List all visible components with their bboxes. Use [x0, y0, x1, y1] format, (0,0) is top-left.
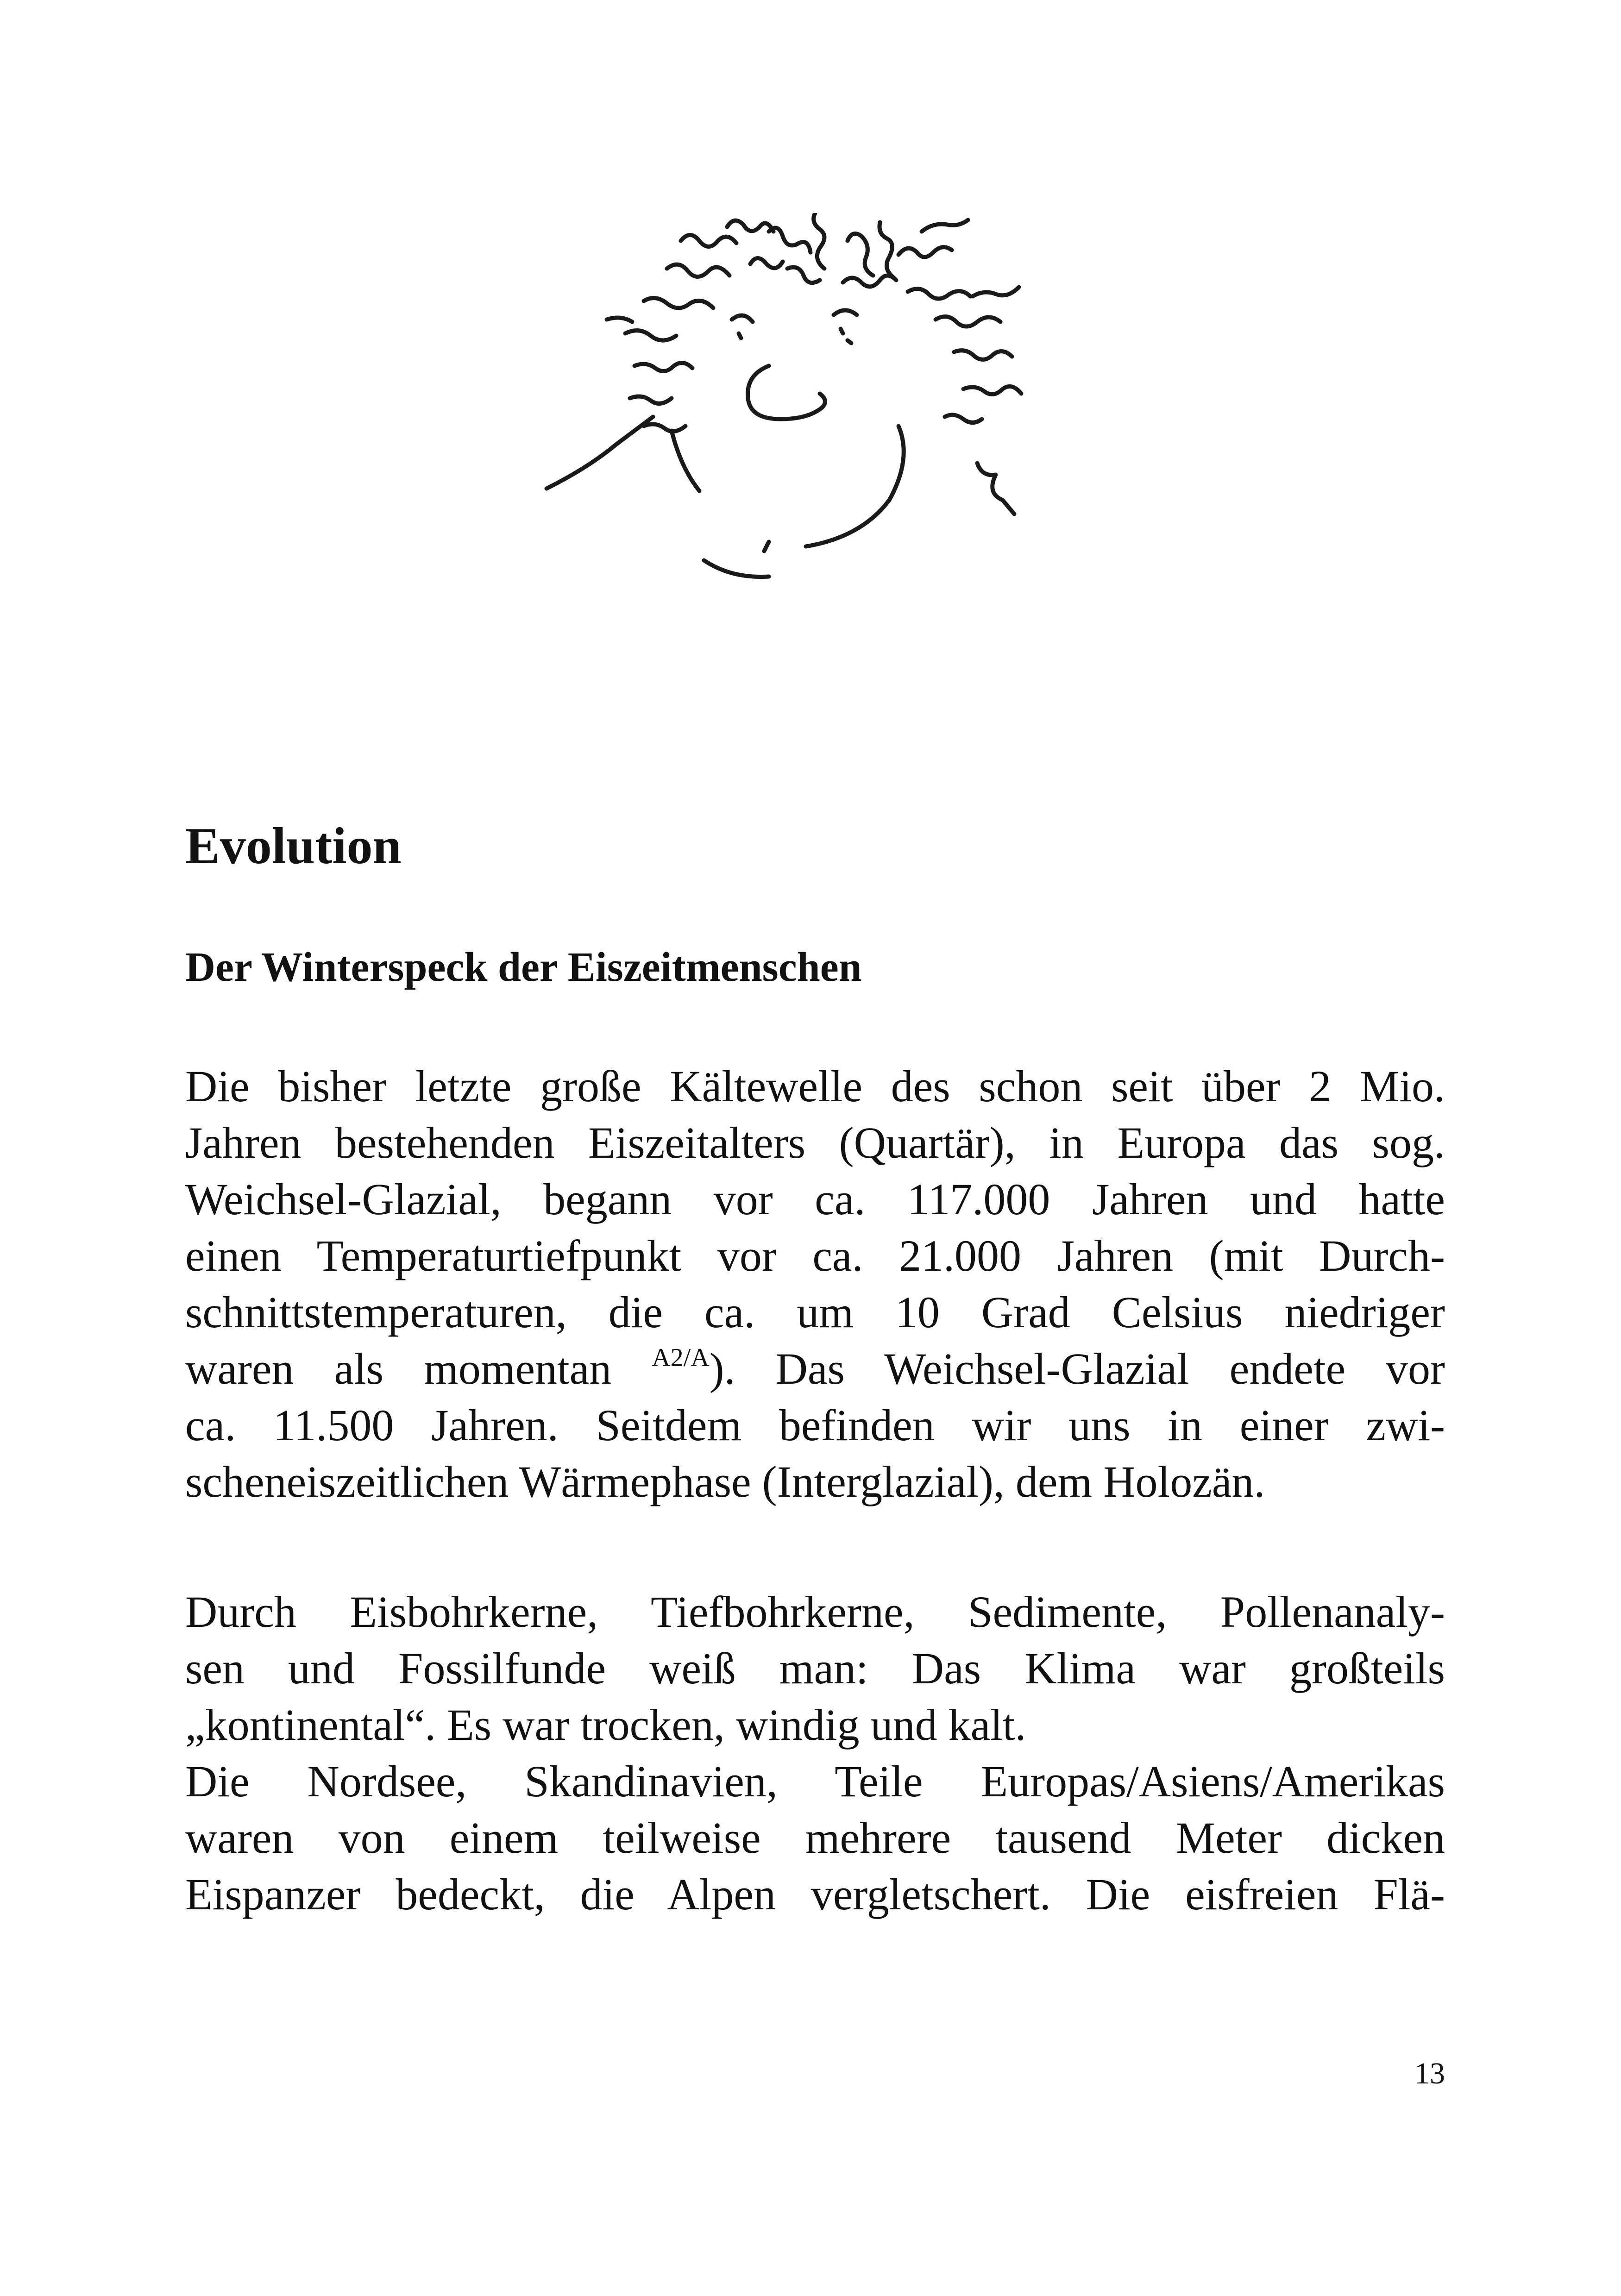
paragraph-line: Die bisher letzte große Kältewelle des schon seit über 2 Mio. [185, 1061, 1445, 1111]
paragraph-line-with-reference [185, 1341, 1445, 1397]
paragraph-line: Die Nordsee, Skandinavien, Teile Europas/Asiens/Amerikas [185, 1757, 1445, 1806]
paragraph-text: ). Das Weichsel-Glazial endete vor [709, 1344, 1445, 1393]
paragraph-line: Weichsel-Glazial, begann vor ca. 117.000 Jahren und hatte [185, 1174, 1445, 1224]
paragraph-line: Durch Eisbohrkerne, Tiefbohrkerne, Sedimente, Pollenanaly- [185, 1587, 1445, 1637]
paragraph-line: waren von einem teilweise mehrere tausend Meter dicken [185, 1813, 1445, 1863]
paragraph-line: Jahren bestehenden Eiszeitalters (Quartär), in Europa das sog. [185, 1118, 1445, 1167]
paragraph-text: waren als momentan [185, 1344, 652, 1393]
face-sketch-icon [491, 213, 1139, 713]
page-number: 13 [1414, 2057, 1445, 2090]
paragraph-line: ca. 11.500 Jahren. Seitdem befinden wir uns in einer zwi- [185, 1400, 1445, 1450]
paragraph-1 [185, 1058, 1445, 1510]
paragraph-line: einen Temperaturtiefpunkt vor ca. 21.000 Jahren (mit Durch- [185, 1231, 1445, 1280]
paragraph-line: sen und Fossilfunde weiß man: Das Klima war großteils [185, 1644, 1445, 1693]
reference-marker: A2/A [652, 1343, 710, 1372]
paragraph-line: schnittstemperaturen, die ca. um 10 Grad Celsius niedriger [185, 1287, 1445, 1337]
chapter-title: Evolution [185, 817, 402, 875]
paragraph-line: „kontinental“. Es war trocken, windig und kalt. [185, 1700, 1026, 1750]
paragraph-2 [185, 1584, 1445, 1923]
paragraph-line: scheneiszeitlichen Wärmephase (Interglazial), dem Holozän. [185, 1457, 1265, 1506]
section-title: Der Winterspeck der Eiszeitmenschen [185, 944, 862, 990]
paragraph-line: Eispanzer bedeckt, die Alpen vergletschert. Die eisfreien Flä- [185, 1869, 1445, 1919]
